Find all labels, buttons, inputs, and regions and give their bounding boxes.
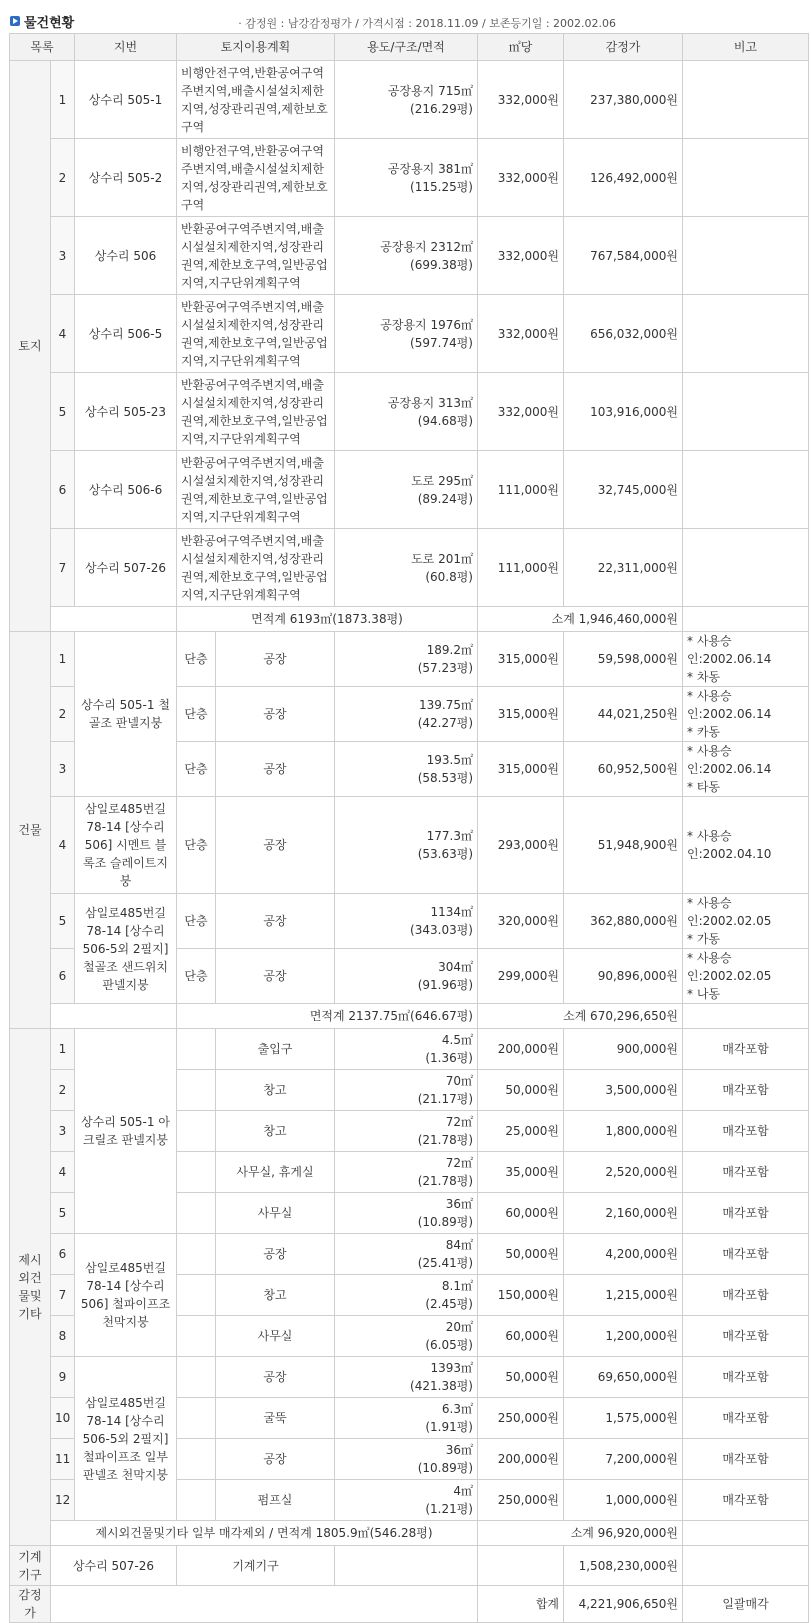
total-label: 감정가	[10, 1586, 51, 1623]
lot-cell: 상수리 506	[75, 217, 177, 295]
use-cell: 공장	[216, 949, 335, 1004]
row-number: 6	[51, 949, 75, 1004]
note-cell	[683, 451, 809, 529]
appraisal-cell: 126,492,000원	[564, 139, 683, 217]
unit-price-cell: 315,000원	[478, 632, 564, 687]
area-total: 제시외건물및기타 일부 매각제외 / 면적계 1805.9㎡(546.28평)	[51, 1521, 478, 1546]
use-cell: 기계기구	[177, 1546, 335, 1586]
group-label-machinery: 기계기구	[10, 1546, 51, 1586]
note-cell: 매각포함	[683, 1070, 809, 1111]
use-cell: 공장	[216, 687, 335, 742]
unit-price-cell: 293,000원	[478, 797, 564, 894]
row-number: 8	[51, 1316, 75, 1357]
row-number: 2	[51, 687, 75, 742]
table-row	[10, 894, 809, 949]
use-cell: 공장	[216, 894, 335, 949]
appraisal-cell: 237,380,000원	[564, 61, 683, 139]
area-cell: 84㎡ (25.41평)	[335, 1234, 478, 1275]
area-cell: 72㎡ (21.78평)	[335, 1111, 478, 1152]
total-amount: 4,221,906,650원	[564, 1586, 683, 1623]
area-cell: 4㎡ (1.21평)	[335, 1480, 478, 1521]
area-cell: 1134㎡ (343.03평)	[335, 894, 478, 949]
table-row	[10, 632, 809, 687]
use-cell: 창고	[216, 1275, 335, 1316]
appraisal-cell: 3,500,000원	[564, 1070, 683, 1111]
lot-cell: 상수리 505-2	[75, 139, 177, 217]
lot-cell: 상수리 506-6	[75, 451, 177, 529]
appraisal-cell: 32,745,000원	[564, 451, 683, 529]
appraisal-cell: 1,508,230,000원	[564, 1546, 683, 1586]
appraisal-cell: 51,948,900원	[564, 797, 683, 894]
floor-cell: 단층	[177, 742, 216, 797]
appraisal-cell: 44,021,250원	[564, 687, 683, 742]
unit-price-cell: 35,000원	[478, 1152, 564, 1193]
subtotal-row-extras	[10, 1521, 809, 1546]
use-cell: 펌프실	[216, 1480, 335, 1521]
subtotal-row-land	[10, 607, 809, 632]
floor-cell: 단층	[177, 949, 216, 1004]
unit-price-cell: 332,000원	[478, 61, 564, 139]
unit-price-cell: 200,000원	[478, 1029, 564, 1070]
note-cell: 매각포함	[683, 1152, 809, 1193]
unit-price-cell: 50,000원	[478, 1070, 564, 1111]
area-cell: 8.1㎡ (2.45평)	[335, 1275, 478, 1316]
table-row	[10, 1357, 809, 1398]
use-cell: 출입구	[216, 1029, 335, 1070]
table-row	[10, 1546, 809, 1586]
note-cell: * 사용승 인:2002.06.14 * 카동	[683, 687, 809, 742]
use-cell: 공장	[216, 1357, 335, 1398]
floor-cell: 단층	[177, 894, 216, 949]
floor-cell: 단층	[177, 632, 216, 687]
col-header-lot: 지번	[75, 34, 177, 61]
note-cell: 매각포함	[683, 1029, 809, 1070]
appraisal-cell: 2,520,000원	[564, 1152, 683, 1193]
row-number: 10	[51, 1398, 75, 1439]
use-cell: 사무실, 휴게실	[216, 1152, 335, 1193]
appraisal-cell: 4,200,000원	[564, 1234, 683, 1275]
total-row	[10, 1586, 809, 1623]
row-number: 12	[51, 1480, 75, 1521]
lot-cell: 상수리 505-23	[75, 373, 177, 451]
note-cell: * 사용승 인:2002.02.05 * 가동	[683, 894, 809, 949]
area-cell: 36㎡ (10.89평)	[335, 1439, 478, 1480]
appraisal-cell: 7,200,000원	[564, 1439, 683, 1480]
subtotal: 소계 1,946,460,000원	[478, 607, 683, 632]
use-cell: 사무실	[216, 1193, 335, 1234]
use-cell: 공장	[216, 742, 335, 797]
section-title: 물건현황	[24, 16, 75, 31]
row-number: 1	[51, 61, 75, 139]
lot-cell: 삼일로485번길 78-14 [상수리 506-5외 2필지] 철골조 샌드위치 판넬지붕	[75, 894, 177, 1004]
area-cell: 189.2㎡ (57.23평)	[335, 632, 478, 687]
bullet-arrow-icon	[10, 16, 20, 26]
floor-cell: 단층	[177, 687, 216, 742]
row-number: 5	[51, 1193, 75, 1234]
unit-price-cell: 111,000원	[478, 451, 564, 529]
row-number: 2	[51, 1070, 75, 1111]
sum-label: 합계	[478, 1586, 564, 1623]
unit-price-cell: 60,000원	[478, 1316, 564, 1357]
appraisal-cell: 362,880,000원	[564, 894, 683, 949]
use-cell: 창고	[216, 1070, 335, 1111]
use-cell: 공장	[216, 632, 335, 687]
area-total: 면적계 6193㎡(1873.38평)	[177, 607, 478, 632]
use-cell: 창고	[216, 1111, 335, 1152]
note-cell	[683, 217, 809, 295]
table-row	[10, 139, 809, 217]
row-number: 4	[51, 797, 75, 894]
area-cell: 1393㎡ (421.38평)	[335, 1357, 478, 1398]
appraisal-info: · 감정원 : 남강감정평가 / 가격시점 : 2018.11.09 / 보존등기일 : 2002.02.06	[238, 17, 616, 30]
land-plan-cell: 비행안전구역,반환공여구역주변지역,배출시설설치제한지역,성장관리권역,제한보호구역	[177, 61, 335, 139]
row-number: 3	[51, 742, 75, 797]
note-cell	[683, 373, 809, 451]
area-cell: 4.5㎡ (1.36평)	[335, 1029, 478, 1070]
table-row	[10, 451, 809, 529]
area-cell: 177.3㎡ (53.63평)	[335, 797, 478, 894]
note-cell: * 사용승 인:2002.06.14 * 타동	[683, 742, 809, 797]
area-cell: 공장용지 2312㎡ (699.38평)	[335, 217, 478, 295]
lot-cell: 삼일로485번길 78-14 [상수리 506] 철파이프조 천막지붕	[75, 1234, 177, 1357]
note-cell	[683, 295, 809, 373]
col-header-note: 비고	[683, 34, 809, 61]
area-cell: 도로 295㎡ (89.24평)	[335, 451, 478, 529]
appraisal-cell: 90,896,000원	[564, 949, 683, 1004]
row-number: 1	[51, 632, 75, 687]
appraisal-cell: 900,000원	[564, 1029, 683, 1070]
table-row	[10, 1029, 809, 1070]
col-header-land-plan: 토지이용계획	[177, 34, 335, 61]
note-cell: 매각포함	[683, 1316, 809, 1357]
subtotal-row-buildings	[10, 1004, 809, 1029]
lot-cell: 상수리 507-26	[51, 1546, 177, 1586]
appraisal-cell: 1,800,000원	[564, 1111, 683, 1152]
lot-cell: 상수리 505-1 아크릴조 판넬지붕	[75, 1029, 177, 1234]
unit-price-cell: 200,000원	[478, 1439, 564, 1480]
lot-cell: 상수리 505-1 철골조 판넬지붕	[75, 632, 177, 797]
use-cell: 공장	[216, 1439, 335, 1480]
col-header-unit-price: ㎡당	[478, 34, 564, 61]
area-cell: 70㎡ (21.17평)	[335, 1070, 478, 1111]
row-number: 5	[51, 894, 75, 949]
use-cell: 굴뚝	[216, 1398, 335, 1439]
note-cell: * 사용승 인:2002.06.14 * 차동	[683, 632, 809, 687]
unit-price-cell: 315,000원	[478, 742, 564, 797]
lot-cell: 상수리 507-26	[75, 529, 177, 607]
appraisal-cell: 767,584,000원	[564, 217, 683, 295]
note-cell	[683, 529, 809, 607]
appraisal-cell: 103,916,000원	[564, 373, 683, 451]
land-plan-cell: 반환공여구역주변지역,배출시설설치제한지역,성장관리권역,제한보호구역,일반공업지역,지구단위계획구역	[177, 217, 335, 295]
unit-price-cell: 315,000원	[478, 687, 564, 742]
unit-price-cell: 332,000원	[478, 373, 564, 451]
unit-price-cell: 25,000원	[478, 1111, 564, 1152]
note-cell: * 사용승 인:2002.02.05 * 나동	[683, 949, 809, 1004]
appraisal-cell: 69,650,000원	[564, 1357, 683, 1398]
use-cell: 공장	[216, 797, 335, 894]
property-status-table	[9, 33, 809, 1623]
note-cell	[683, 139, 809, 217]
unit-price-cell: 332,000원	[478, 217, 564, 295]
area-cell: 304㎡ (91.96평)	[335, 949, 478, 1004]
area-cell: 공장용지 381㎡ (115.25평)	[335, 139, 478, 217]
area-cell: 공장용지 1976㎡ (597.74평)	[335, 295, 478, 373]
subtotal: 소계 670,296,650원	[478, 1004, 683, 1029]
appraisal-cell: 656,032,000원	[564, 295, 683, 373]
table-row	[10, 295, 809, 373]
area-cell: 20㎡ (6.05평)	[335, 1316, 478, 1357]
group-label-buildings: 건물	[10, 632, 51, 1029]
area-cell: 도로 201㎡ (60.8평)	[335, 529, 478, 607]
note-cell: 매각포함	[683, 1275, 809, 1316]
unit-price-cell: 50,000원	[478, 1234, 564, 1275]
area-cell: 36㎡ (10.89평)	[335, 1193, 478, 1234]
note-cell: 매각포함	[683, 1480, 809, 1521]
group-label-extras: 제시외건물및기타	[10, 1029, 51, 1546]
note-cell: * 사용승 인:2002.04.10	[683, 797, 809, 894]
unit-price-cell: 299,000원	[478, 949, 564, 1004]
area-cell: 139.75㎡ (42.27평)	[335, 687, 478, 742]
use-cell: 사무실	[216, 1316, 335, 1357]
table-row	[10, 61, 809, 139]
appraisal-cell: 60,952,500원	[564, 742, 683, 797]
unit-price-cell: 320,000원	[478, 894, 564, 949]
area-cell: 193.5㎡ (58.53평)	[335, 742, 478, 797]
note-cell: 매각포함	[683, 1398, 809, 1439]
appraisal-cell: 2,160,000원	[564, 1193, 683, 1234]
col-header-appraisal: 감정가	[564, 34, 683, 61]
note-cell: 매각포함	[683, 1193, 809, 1234]
note-cell	[683, 61, 809, 139]
section-header	[0, 0, 811, 32]
row-number: 1	[51, 1029, 75, 1070]
appraisal-cell: 1,000,000원	[564, 1480, 683, 1521]
area-cell: 공장용지 715㎡ (216.29평)	[335, 61, 478, 139]
area-cell: 6.3㎡ (1.91평)	[335, 1398, 478, 1439]
row-number: 3	[51, 1111, 75, 1152]
unit-price-cell: 150,000원	[478, 1275, 564, 1316]
land-plan-cell: 반환공여구역주변지역,배출시설설치제한지역,성장관리권역,제한보호구역,일반공업지역,지구단위계획구역	[177, 529, 335, 607]
group-label-land: 토지	[10, 61, 51, 632]
lot-cell: 상수리 505-1	[75, 61, 177, 139]
row-number: 6	[51, 1234, 75, 1275]
unit-price-cell: 332,000원	[478, 295, 564, 373]
lot-cell: 삼일로485번길 78-14 [상수리 506] 시멘트 블록조 슬레이트지붕	[75, 797, 177, 894]
row-number: 6	[51, 451, 75, 529]
note-cell: 매각포함	[683, 1111, 809, 1152]
table-row	[10, 373, 809, 451]
subtotal: 소계 96,920,000원	[478, 1521, 683, 1546]
lot-cell: 삼일로485번길 78-14 [상수리 506-5외 2필지] 철파이프조 일부 판넬조 천막지붕	[75, 1357, 177, 1521]
unit-price-cell: 50,000원	[478, 1357, 564, 1398]
appraisal-cell: 22,311,000원	[564, 529, 683, 607]
table-row	[10, 529, 809, 607]
row-number: 3	[51, 217, 75, 295]
row-number: 7	[51, 1275, 75, 1316]
area-cell: 공장용지 313㎡ (94.68평)	[335, 373, 478, 451]
area-total: 면적계 2137.75㎡(646.67평)	[177, 1004, 478, 1029]
floor-cell: 단층	[177, 797, 216, 894]
land-plan-cell: 비행안전구역,반환공여구역주변지역,배출시설설치제한지역,성장관리권역,제한보호구역	[177, 139, 335, 217]
total-note: 일괄매각	[683, 1586, 809, 1623]
unit-price-cell: 111,000원	[478, 529, 564, 607]
note-cell: 매각포함	[683, 1234, 809, 1275]
row-number: 11	[51, 1439, 75, 1480]
note-cell: 매각포함	[683, 1357, 809, 1398]
appraisal-cell: 1,575,000원	[564, 1398, 683, 1439]
unit-price-cell: 332,000원	[478, 139, 564, 217]
land-plan-cell: 반환공여구역주변지역,배출시설설치제한지역,성장관리권역,제한보호구역,일반공업지역,지구단위계획구역	[177, 373, 335, 451]
land-plan-cell: 반환공여구역주변지역,배출시설설치제한지역,성장관리권역,제한보호구역,일반공업지역,지구단위계획구역	[177, 451, 335, 529]
use-cell: 공장	[216, 1234, 335, 1275]
unit-price-cell: 250,000원	[478, 1398, 564, 1439]
unit-price-cell: 60,000원	[478, 1193, 564, 1234]
col-header-use-area: 용도/구조/면적	[335, 34, 478, 61]
row-number: 7	[51, 529, 75, 607]
row-number: 4	[51, 1152, 75, 1193]
area-cell: 72㎡ (21.78평)	[335, 1152, 478, 1193]
land-plan-cell: 반환공여구역주변지역,배출시설설치제한지역,성장관리권역,제한보호구역,일반공업지역,지구단위계획구역	[177, 295, 335, 373]
row-number: 9	[51, 1357, 75, 1398]
row-number: 5	[51, 373, 75, 451]
appraisal-cell: 59,598,000원	[564, 632, 683, 687]
table-row	[10, 1234, 809, 1275]
lot-cell: 상수리 506-5	[75, 295, 177, 373]
col-header-list: 목록	[10, 34, 75, 61]
unit-price-cell: 250,000원	[478, 1480, 564, 1521]
row-number: 4	[51, 295, 75, 373]
row-number: 2	[51, 139, 75, 217]
table-row	[10, 217, 809, 295]
appraisal-cell: 1,200,000원	[564, 1316, 683, 1357]
header-row	[10, 34, 809, 61]
appraisal-cell: 1,215,000원	[564, 1275, 683, 1316]
note-cell: 매각포함	[683, 1439, 809, 1480]
table-row	[10, 797, 809, 894]
